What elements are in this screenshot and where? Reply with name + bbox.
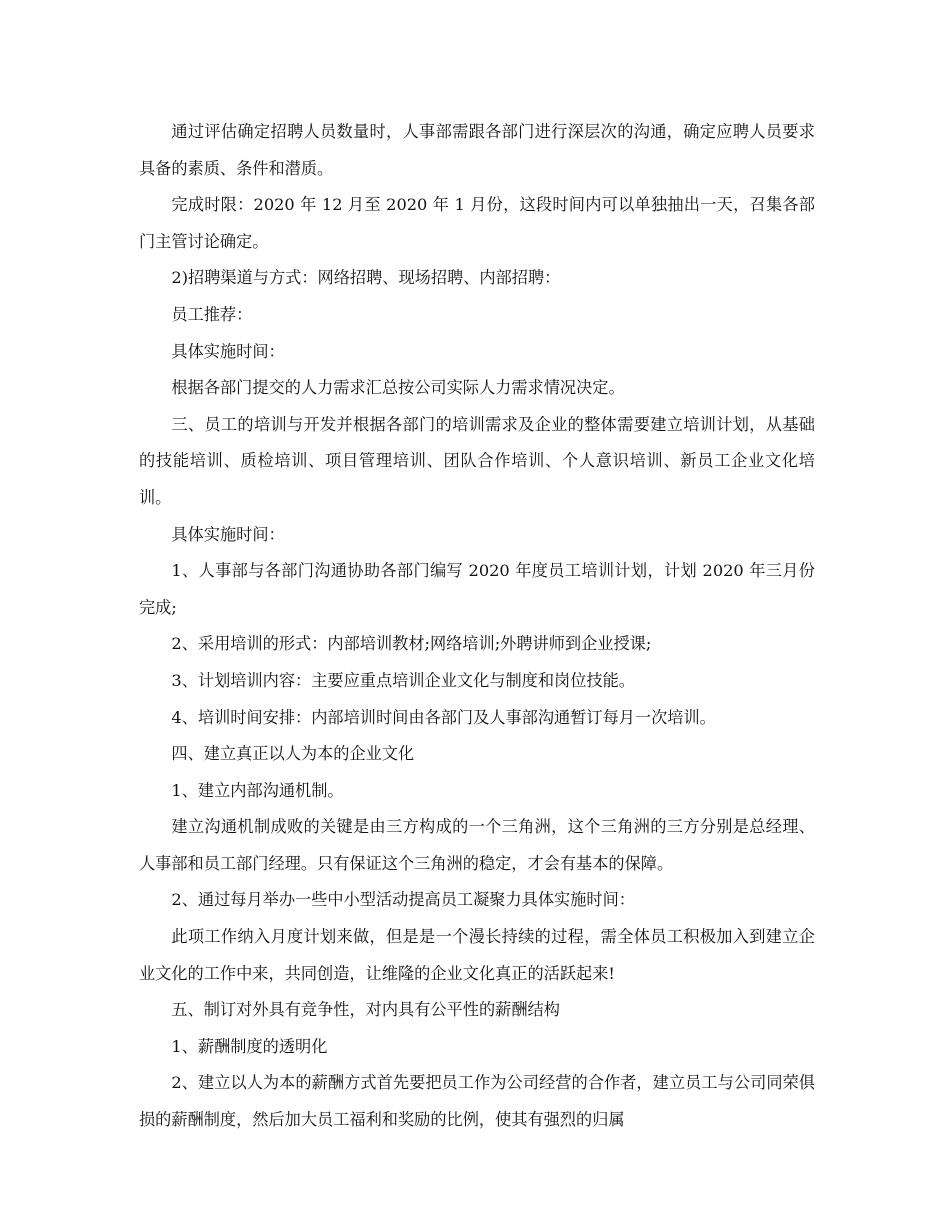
paragraph-20: 2、建立以人为本的薪酬方式首先要把员工作为公司经营的合作者，建立员工与公司同荣俱损的薪酬制度，然后加大员工福利和奖励的比例，使其有强烈的归属 bbox=[139, 1073, 815, 1130]
paragraph-1: 通过评估确定招聘人员数量时，人事部需跟各部门进行深层次的沟通，确定应聘人员要求具备的素质、条件和潜质。 bbox=[139, 122, 815, 178]
paragraph-4: 员工推荐： bbox=[171, 304, 253, 324]
section-heading-4: 四、建立真正以人为本的企业文化 bbox=[171, 744, 415, 764]
paragraph-11: 3、计划培训内容：主要应重点培训企业文化与制度和岗位技能。 bbox=[171, 670, 635, 690]
paragraph-17: 此项工作纳入月度计划来做，但是是一个漫长持续的过程，需全体员工积极加入到建立企业文化的工作中来，共同创造，让维隆的企业文化真正的活跃起来! bbox=[139, 927, 815, 983]
paragraph-5: 具体实施时间： bbox=[171, 341, 285, 361]
paragraph-10: 2、采用培训的形式：内部培训教材;网络培训;外聘讲师到企业授课; bbox=[171, 634, 652, 654]
paragraph-9: 1、人事部与各部门沟通协助各部门编写 2020 年度员工培训计划，计划 2020 年三月份完成; bbox=[139, 561, 815, 617]
paragraph-19: 1、薪酬制度的透明化 bbox=[171, 1036, 328, 1056]
paragraph-6: 根据各部门提交的人力需求汇总按公司实际人力需求情况决定。 bbox=[171, 378, 625, 398]
section-heading-5: 五、制订对外具有竞争性，对内具有公平性的薪酬结构 bbox=[171, 1000, 560, 1020]
paragraph-2: 完成时限：2020 年 12 月至 2020 年 1 月份，这段时间内可以单独抽出一天，召集各部门主管讨论确定。 bbox=[139, 195, 815, 251]
document-body bbox=[139, 114, 815, 1139]
paragraph-15: 建立沟通机制成败的关键是由三方构成的一个三角洲，这个三角洲的三方分别是总经理、人事部和员工部门经理。只有保证这个三角洲的稳定，才会有基本的保障。 bbox=[139, 817, 815, 873]
paragraph-8: 具体实施时间： bbox=[171, 524, 285, 544]
paragraph-16: 2、通过每月举办一些中小型活动提高员工凝聚力具体实施时间： bbox=[171, 890, 635, 910]
paragraph-12: 4、培训时间安排：内部培训时间由各部门及人事部沟通暂订每月一次培训。 bbox=[171, 707, 716, 727]
paragraph-7: 三、员工的培训与开发并根据各部门的培训需求及企业的整体需要建立培训计划，从基础的技能培训、质检培训、项目管理培训、团队合作培训、个人意识培训、新员工企业文化培训。 bbox=[139, 414, 815, 507]
paragraph-14: 1、建立内部沟通机制。 bbox=[171, 780, 344, 800]
paragraph-3: 2)招聘渠道与方式：网络招聘、现场招聘、内部招聘： bbox=[171, 268, 561, 288]
